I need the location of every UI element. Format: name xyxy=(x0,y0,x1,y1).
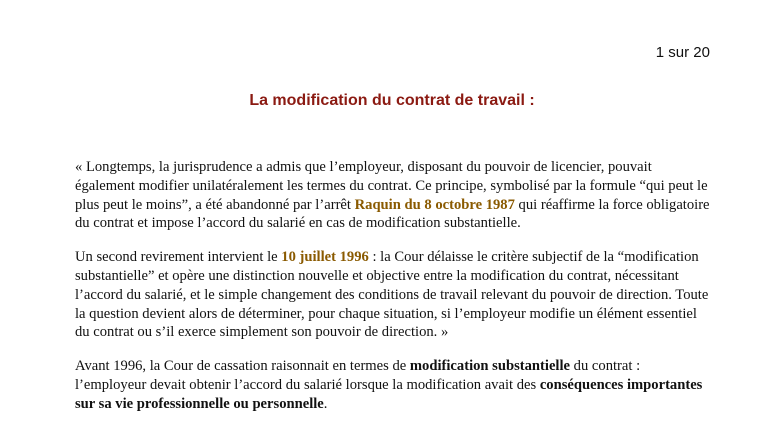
paragraph-avant-1996 xyxy=(75,357,715,413)
document-title: La modification du contrat de travail : xyxy=(249,92,535,109)
document-body xyxy=(75,158,715,429)
paragraph-text: Avant 1996, la Cour de cassation raisonnait en termes de xyxy=(75,358,410,375)
paragraph-text: « Longtemps, la jurisprudence a admis que l’employeur, disposant du pouvoir de licencier, pouvait également modifier unilatéralement les termes du contrat. Ce principe, symbolisé par la formule “qui peut le plus peut le moins”, a été abandonné par l’arrêt xyxy=(75,159,708,213)
paragraph-text: . xyxy=(323,395,328,412)
paragraph-text: Un second revirement intervient le xyxy=(75,249,282,266)
date-reference-1996: 10 juillet 1996 xyxy=(281,249,369,266)
paragraph-text: : la Cour délaisse le critère subjectif de la “modification substantielle” et opère une distinction nouvelle et objective entre la modification du contrat, nécessitant l’accord du salarié, et le simple changement des conditions de travail relevant du pouvoir de direction. Toute la question devient alors de déterminer, pour chaque situation, si l’employeur modifie un élément essentiel du contrat ou s’il exerce simplement son pouvoir de direction. » xyxy=(75,249,709,341)
paragraph-text: qui réaffirme la force obligatoire du contrat et impose l’accord du salarié en cas de modification substantielle. xyxy=(75,196,710,232)
bold-term-modification: modification substantielle xyxy=(409,358,571,375)
paragraph-intro xyxy=(75,158,715,233)
paragraph-text: du contrat : l’employeur devait obtenir l’accord du salarié lorsque la modification avait des xyxy=(75,358,641,393)
case-reference-raquin: Raquin du 8 octobre 1987 xyxy=(354,196,515,213)
paragraph-revirement xyxy=(75,248,715,342)
bold-term-consequences: conséquences importantes sur sa vie professionnelle ou personnelle xyxy=(75,376,703,412)
page-number: 1 sur 20 xyxy=(655,44,710,61)
